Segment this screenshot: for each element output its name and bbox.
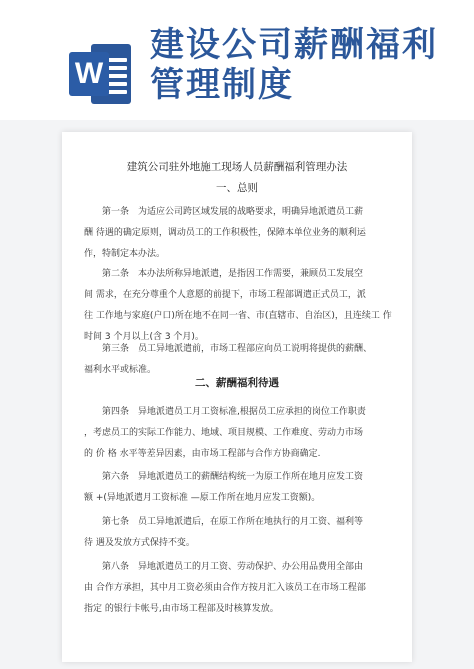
section-heading-benefits: 二、薪酬福利待遇 — [195, 377, 279, 389]
paragraph-line: 往 工作地与家庭(户口)所在地不在同一省、市(直辖市、自治区)，且连续工 作时间 3 个月以上(含 3 个月)。 — [84, 311, 392, 342]
document-page — [62, 132, 412, 662]
paragraph-article-7 — [84, 512, 396, 554]
word-document-icon — [69, 44, 133, 104]
paragraph-line: 间 需求，在充分尊重个人意愿的前提下，市场工程部调遣正式员工，派 — [84, 290, 366, 300]
paragraph-article-4 — [84, 402, 396, 465]
paragraph-line: 指定 的银行卡帐号,由市场工程部及时核算发放。 — [84, 604, 279, 614]
paragraph-article-8 — [84, 557, 396, 620]
paragraph-article-1 — [84, 202, 396, 265]
paragraph-line: 额 +(异地派遣月工资标准 —原工作所在地月应发工资额)。 — [84, 493, 321, 503]
paragraph-line: 福利水平或标准。 — [84, 365, 157, 375]
paragraph-line: 第六条 异地派遣员工的薪酬结构统一为原工作所在地月应发工资 — [102, 472, 364, 482]
paragraph-line: 第二条 本办法所称异地派遣，是指因工作需要，兼顾员工发展空 — [102, 269, 364, 279]
paragraph-line: 第八条 异地派遣员工的月工资、劳动保护、办公用品费用全部由 — [102, 562, 364, 572]
banner-title-line1: 建设公司薪酬福利 — [150, 25, 438, 65]
banner — [0, 0, 474, 120]
paragraph-line: 由 合作方承担，其中月工资必须由合作方按月汇入该员工在市场工程部 — [84, 583, 366, 593]
document-title: 建筑公司驻外地施工现场人员薪酬福利管理办法 — [126, 161, 348, 173]
word-icon-letter: W — [69, 52, 109, 96]
paragraph-line: 第三条 员工异地派遣前，市场工程部应向员工说明将提供的薪酬、 — [102, 344, 373, 354]
paragraph-article-6 — [84, 467, 396, 509]
paragraph-line: 作，特制定本办法。 — [84, 249, 166, 259]
paragraph-line: 第七条 员工异地派遣后，在原工作所在地执行的月工资、福利等 — [102, 517, 364, 527]
section-heading-general: 一、总则 — [216, 182, 258, 194]
paragraph-line: ，考虑员工的实际工作能力、地域、项目规模、工作难度、劳动力市场 — [84, 428, 364, 438]
paragraph-line: 第一条 为适应公司跨区域发展的战略要求，明确异地派遣员工薪 — [102, 207, 364, 217]
paragraph-line: 待 遇及发放方式保持不变。 — [84, 538, 195, 548]
paragraph-line: 酬 待遇的确定原则，调动员工的工作积极性，保障本单位业务的顺利运 — [84, 228, 366, 238]
paragraph-article-2 — [84, 264, 396, 348]
paragraph-line: 的 价 格 水平等差异因素，由市场工程部与合作方协商确定. — [84, 449, 321, 459]
paragraph-line: 第四条 异地派遣员工月工资标准,根据员工应承担的岗位工作职责 — [102, 407, 366, 417]
banner-title-line2: 管理制度 — [150, 65, 294, 105]
